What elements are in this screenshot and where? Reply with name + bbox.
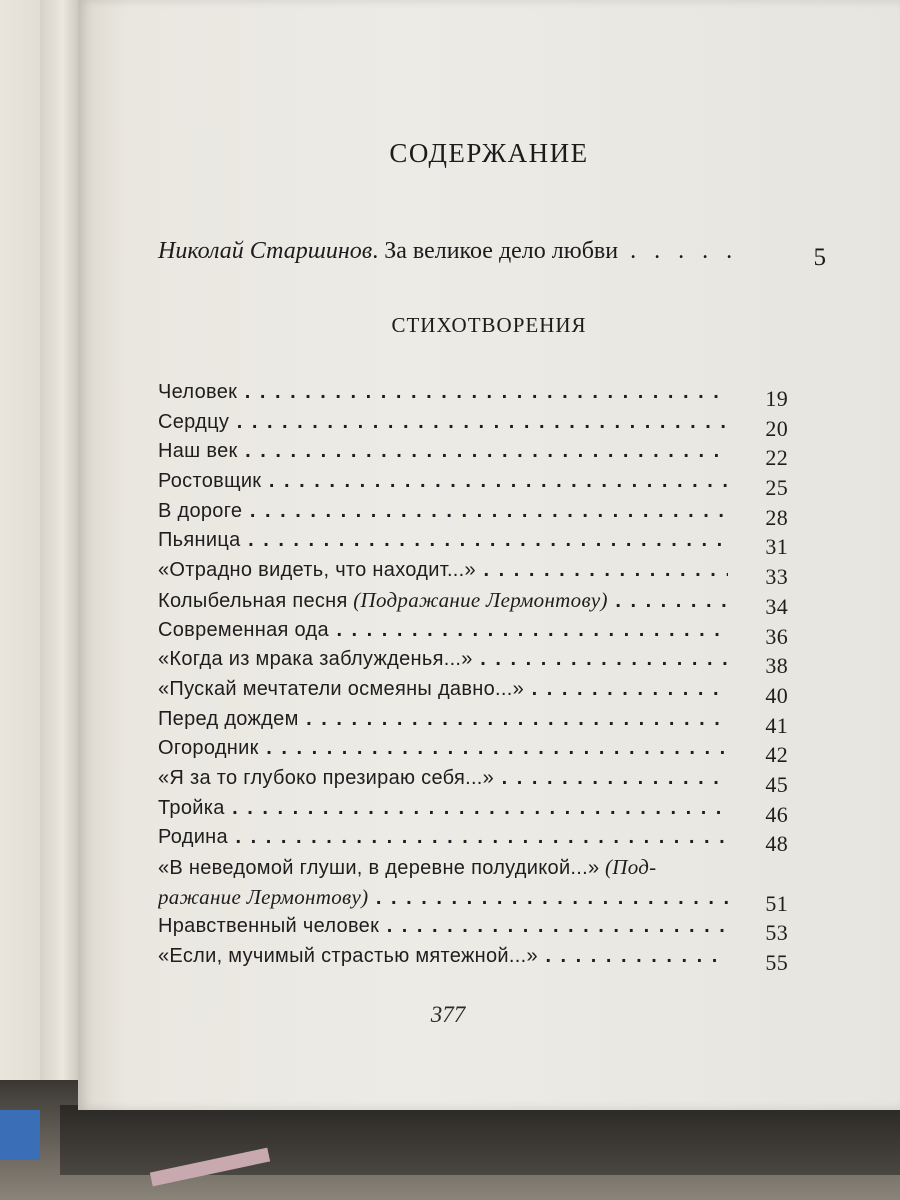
toc-entry <box>158 586 788 619</box>
toc-entry-page: 51 <box>765 890 788 916</box>
toc-entry-page: 46 <box>765 801 788 827</box>
contents-heading: СОДЕРЖАНИЕ <box>389 138 589 168</box>
toc-entry <box>158 497 788 530</box>
toc-entry-leader <box>158 734 728 764</box>
section-heading: СТИХОТВОРЕНИЯ <box>391 313 587 337</box>
toc-entry-page: 25 <box>765 475 788 501</box>
toc-entry-leader <box>158 705 728 735</box>
page-fore-edge <box>40 0 79 1090</box>
toc-entry-title: «Когда из мрака заблужденья...» <box>158 648 473 671</box>
toc-entry-leader <box>158 586 728 617</box>
toc-entry <box>158 942 788 976</box>
toc-entry-title: Современная ода <box>158 618 329 641</box>
toc-entry-title: Тройка <box>158 796 225 819</box>
toc-entry-leader <box>158 497 728 527</box>
toc-entry-leader <box>158 437 728 467</box>
toc-entry-leader <box>158 645 728 675</box>
toc-entry <box>158 705 788 738</box>
toc-entry-leader <box>158 408 728 438</box>
preface-entry <box>158 238 826 272</box>
toc-entry-page: 19 <box>765 386 788 411</box>
toc-entry-title: «Если, мучимый страстью мятежной...» <box>158 945 538 968</box>
toc-entry-title: «Я за то глубоко презираю себя...» <box>158 766 495 789</box>
toc-entry-leader <box>158 942 728 972</box>
toc-entry-leader <box>158 378 728 408</box>
toc-entry-title: Ростовщик <box>158 470 262 493</box>
toc-entry-leader <box>158 675 728 705</box>
toc-entry-leader <box>158 616 728 646</box>
toc-entry-page: 20 <box>765 415 788 441</box>
toc-entry-page: 36 <box>765 623 788 649</box>
toc-entry-title: Нравственный человек <box>158 915 380 938</box>
toc-entry-title: Родина <box>158 826 228 849</box>
toc-entry-leader <box>158 912 728 942</box>
toc-entry <box>158 467 788 501</box>
toc-entry-title: Колыбельная песня <box>158 589 348 612</box>
toc-entry-page: 22 <box>765 445 788 471</box>
preface-author: Николай Старшинов <box>158 238 373 264</box>
toc-entry-page: 48 <box>765 831 788 857</box>
toc-entry <box>158 734 788 768</box>
preface-title: . За великое дело любви <box>372 238 619 264</box>
toc-entry-title: Перед дождем <box>158 707 299 730</box>
toc-entry <box>158 378 788 411</box>
toc-entry <box>158 853 788 883</box>
toc-entry-page: 55 <box>765 950 788 976</box>
toc-entry-title: Огородник <box>158 737 259 760</box>
toc-entry-title: «В неведомой глуши, в деревне полудикой...» <box>158 857 600 879</box>
toc-entry-page: 38 <box>765 653 788 679</box>
toc-list <box>158 378 788 976</box>
toc-entry-note: (Подражание Лермонтову) <box>347 587 608 612</box>
toc-entry-leader <box>158 853 728 884</box>
toc-entry-title: «Отрадно видеть, что находит...» <box>158 559 476 582</box>
toc-entry-title: В дороге <box>158 499 243 522</box>
toc-entry-title: Наш век <box>158 440 238 463</box>
toc-entry-note: ражание Лермонтову) <box>158 884 369 909</box>
toc-entry <box>158 912 788 946</box>
preface-leader: . . . . . <box>618 238 739 264</box>
toc-entry-leader <box>158 467 728 497</box>
toc-entry-title: «Пускай мечтатели осмеяны давно...» <box>158 677 525 700</box>
toc-entry <box>158 823 788 857</box>
blue-label <box>0 1110 40 1160</box>
toc-entry <box>158 645 788 679</box>
toc-entry-page: 42 <box>765 742 788 768</box>
toc-entry-leader <box>158 556 728 586</box>
toc-entry-leader <box>158 794 728 824</box>
toc-entry-page: 31 <box>765 534 788 560</box>
toc-entry <box>158 794 788 827</box>
toc-entry-page: 28 <box>765 504 788 530</box>
toc-entry <box>158 408 788 441</box>
toc-entry-page: 41 <box>765 712 788 738</box>
toc-entry-leader <box>158 526 728 556</box>
toc-entry-page: 45 <box>765 771 788 797</box>
toc-entry <box>158 437 788 471</box>
page-number: 377 <box>430 1002 466 1027</box>
toc-entry-leader <box>158 764 728 794</box>
toc-entry <box>158 556 788 590</box>
toc-entry-page: 33 <box>765 564 788 590</box>
toc-entry-leader <box>158 823 728 853</box>
toc-entry-title: Человек <box>158 381 238 403</box>
toc-entry-note: (Под- <box>599 855 657 879</box>
toc-entry-page: 53 <box>765 920 788 946</box>
preface-page: 5 <box>813 244 826 271</box>
toc-entry-page: 34 <box>765 593 788 619</box>
toc-entry <box>158 675 788 708</box>
toc-entry-page: 40 <box>765 682 788 708</box>
toc-entry <box>158 526 788 560</box>
toc-entry-title: Сердцу <box>158 410 230 433</box>
toc-entry <box>158 883 788 916</box>
toc-entry-leader <box>158 883 728 914</box>
toc-entry <box>158 764 788 797</box>
toc-entry <box>158 616 788 649</box>
toc-entry-title: Пьяница <box>158 529 241 552</box>
